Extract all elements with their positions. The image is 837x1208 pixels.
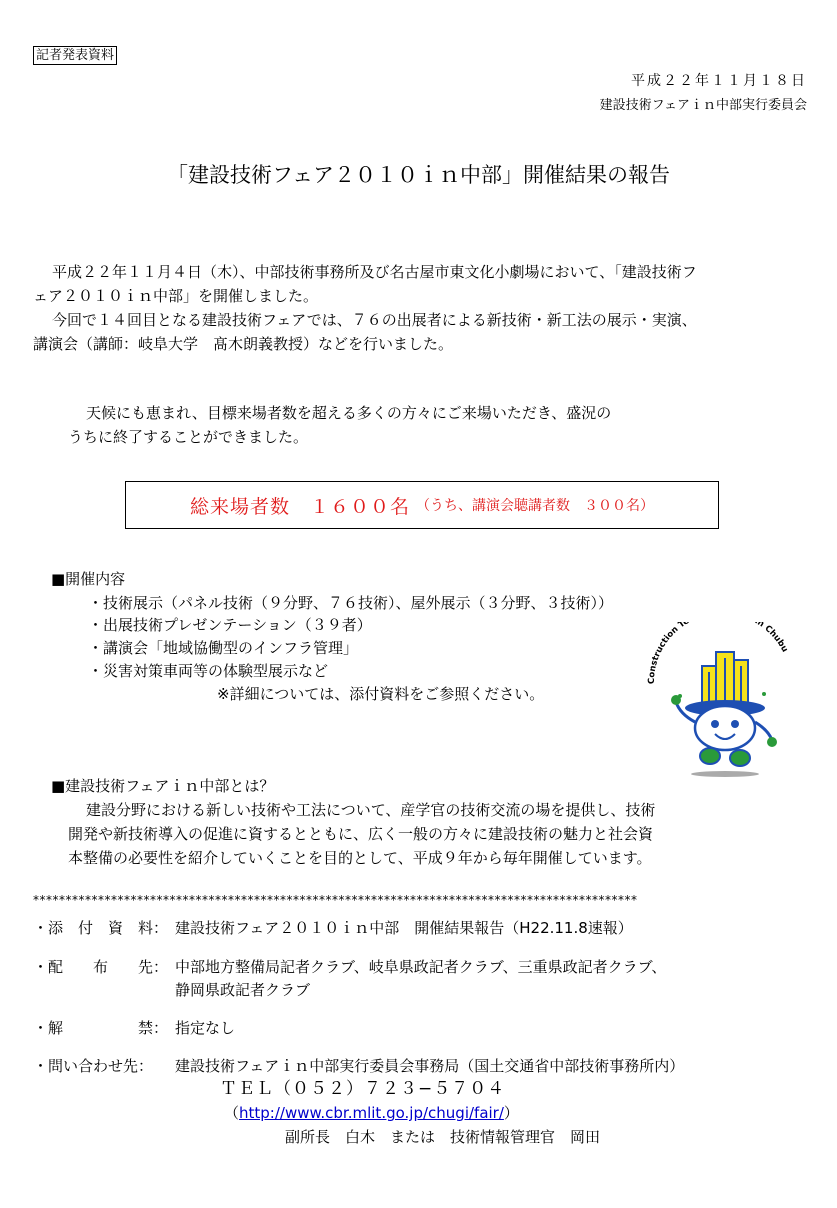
mascot-logo-icon [640,622,800,782]
press-release-tag: 記者発表資料 [33,46,117,65]
issuing-organization: 建設技術フェアｉｎ中部実行委員会 [599,98,807,113]
url-open-paren: （ [224,1104,240,1122]
distribution-label: ・配 布 先： [33,958,169,976]
about-heading: ■建設技術フェアｉｎ中部とは？ [51,777,275,795]
contents-note: ※詳細については、添付資料をご参照ください。 [217,685,545,703]
embargo-value: 指定なし [175,1019,236,1037]
logo-arc-text: Construction T n Chubu [646,622,790,685]
issue-date: 平成２２年１１月１８日 [631,73,807,89]
contents-item: ・出展技術プレゼンテーション（３９者） [88,616,372,634]
contact-label: ・問い合わせ先： [33,1057,154,1075]
weather-line-2: うちに終了することができました。 [68,428,309,446]
contents-heading: ■開催内容 [51,570,126,588]
contents-item: ・講演会「地域協働型のインフラ管理」 [88,639,359,657]
contents-item: ・技術展示（パネル技術（９分野、７６技術）、屋外展示（３分野、３技術）） [88,594,614,612]
about-line-1: 建設分野における新しい技術や工法について、産学官の技術交流の場を提供し、技術 [86,801,656,819]
attachment-label: ・添 付 資 料： [33,919,169,937]
about-line-3: 本整備の必要性を紹介していくことを目的として、平成９年から毎年開催しています。 [68,849,652,867]
intro-line-4: 講演会（講師：岐阜大学 髙木朗義教授）などを行いました。 [33,335,454,353]
contact-value: 建設技術フェアｉｎ中部実行委員会事務局（国土交通省中部技術事務所内） [175,1057,685,1075]
total-attendance-box [125,481,719,529]
url-close-paren: ） [503,1104,519,1122]
fair-website-link[interactable]: http://www.cbr.mlit.go.jp/chugi/fair/ [239,1104,504,1122]
contact-tel: ＴＥＬ（０５２）７２３−５７０４ [220,1079,506,1099]
attachment-value: 建設技術フェア２０１０ｉｎ中部 開催結果報告（H22.11.8速報） [175,919,633,937]
contents-item: ・災害対策車両等の体験型展示など [88,662,329,680]
total-attendance: 総来場者数 １６００名 [189,495,410,518]
weather-line-1: 天候にも恵まれ、目標来場者数を超える多くの方々にご来場いただき、盛況の [86,404,612,422]
intro-line-1: 平成２２年１１月４日（木）、中部技術事務所及び名古屋市東文化小劇場において、「建設技術フ [52,263,697,281]
embargo-label: ・解 禁： [33,1019,169,1037]
distribution-value-2: 静岡県政記者クラブ [175,981,311,999]
about-line-2: 開発や新技術導入の促進に資するとともに、広く一般の方々に建設技術の魅力と社会資 [68,825,654,843]
document-title: 「建設技術フェア２０１０ｉｎ中部」開催結果の報告 [167,163,670,187]
separator-line: ********************************************************************************************* [33,893,638,907]
contact-persons: 副所長 白木 または 技術情報管理官 岡田 [285,1128,601,1146]
intro-line-2: ェア２０１０ｉｎ中部」を開催しました。 [33,287,319,305]
lecture-attendance: （うち、講演会聴講者数 ３００名） [416,498,654,514]
intro-line-3: 今回で１４回目となる建設技術フェアでは、７６の出展者による新技術・新工法の展示・実演、 [52,311,697,329]
contact-url-line [224,1102,519,1124]
distribution-value-1: 中部地方整備局記者クラブ、岐阜県政記者クラブ、三重県政記者クラブ、 [175,958,667,976]
